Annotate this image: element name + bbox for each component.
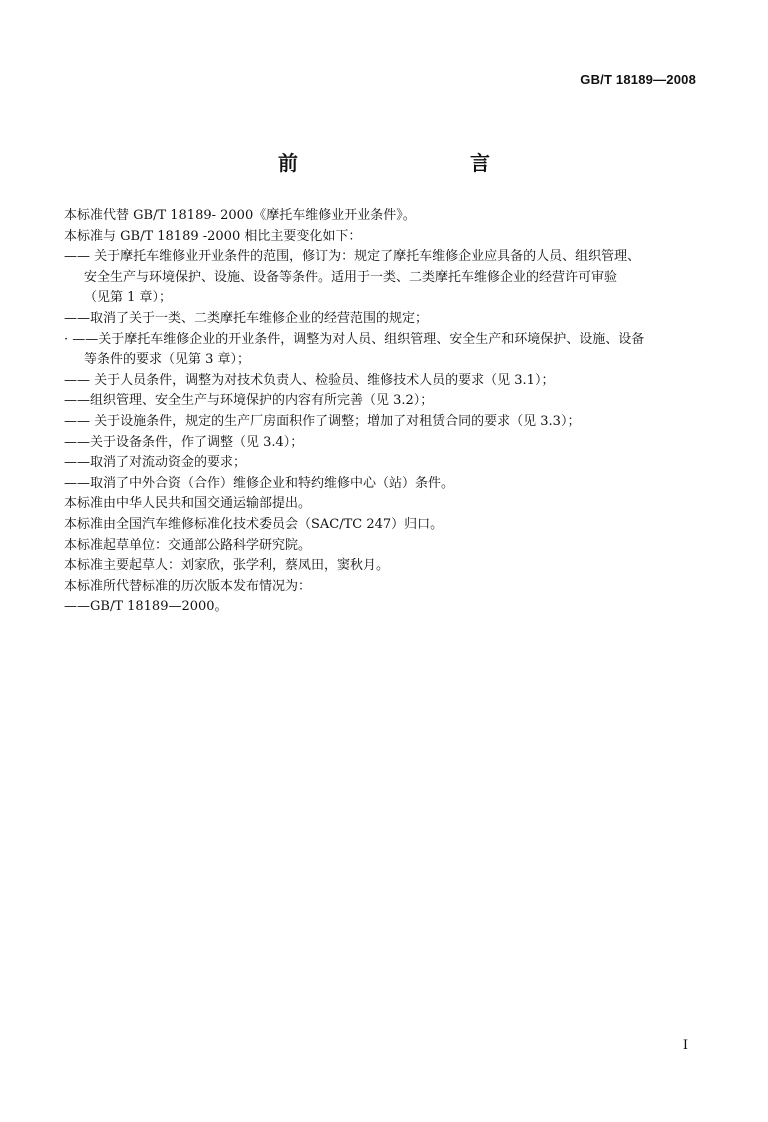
change-item-personnel: —— 关于人员条件，调整为对技术负责人、检验员、维修技术人员的要求（见 3.1）； xyxy=(64,372,555,388)
foreword-body xyxy=(64,206,708,618)
paragraph-replaces: 本标准代替 GB/T 18189- 2000《摩托车维修业开业条件》。 xyxy=(64,208,416,223)
paragraph-history-intro: 本标准所代替标准的历次版本发布情况为： xyxy=(64,578,312,594)
paragraph-proposed-by: 本标准由中华人民共和国交通运输部提出。 xyxy=(64,496,312,512)
history-item: ——GB/T 18189—2000。 xyxy=(64,599,228,615)
change-item-scope: —— 关于摩托车维修业开业条件的范围，修订为：规定了摩托车维修企业应具备的人员、组织管理、 xyxy=(64,249,641,265)
change-item-scope-cont2: （见第 1 章）； xyxy=(84,290,173,306)
change-item-capital: ——取消了对流动资金的要求； xyxy=(64,455,247,471)
change-item-joint-venture: ——取消了中外合资（合作）维修企业和特约维修中心（站）条件。 xyxy=(64,475,455,491)
paragraph-changes-intro: 本标准与 GB/T 18189 -2000 相比主要变化如下： xyxy=(64,228,362,244)
change-item-management: ——组织管理、安全生产与环境保护的内容有所完善（见 3.2）； xyxy=(64,393,434,409)
paragraph-drafting-unit: 本标准起草单位：交通部公路科学研究院。 xyxy=(64,537,312,553)
paragraph-drafters: 本标准主要起草人：刘家欣，张学利，蔡凤田，窦秋月。 xyxy=(64,558,390,574)
page-title: 前 言 xyxy=(278,151,534,175)
change-item-conditions: · ——关于摩托车维修企业的开业条件，调整为对人员、组织管理、安全生产和环境保护、设施、设备 xyxy=(64,331,645,347)
change-item-conditions-cont: 等条件的要求（见第 3 章）； xyxy=(84,352,251,368)
change-item-equipment: ——关于设备条件，作了调整（见 3.4）； xyxy=(64,434,304,450)
page-number: I xyxy=(682,1038,688,1053)
change-item-scope-cont1: 安全生产与环境保护、设施、设备等条件。适用于一类、二类摩托车维修企业的经营许可审验 xyxy=(84,269,618,285)
change-item-facilities: —— 关于设施条件，规定的生产厂房面积作了调整；增加了对租赁合同的要求（见 3.3）； xyxy=(64,413,581,429)
paragraph-under-jurisdiction: 本标准由全国汽车维修标准化技术委员会（SAC/TC 247）归口。 xyxy=(64,516,444,532)
change-item-business-scope: ——取消了关于一类、二类摩托车维修企业的经营范围的规定； xyxy=(64,310,429,326)
standard-code-header: GB/T 18189—2008 xyxy=(580,72,696,87)
